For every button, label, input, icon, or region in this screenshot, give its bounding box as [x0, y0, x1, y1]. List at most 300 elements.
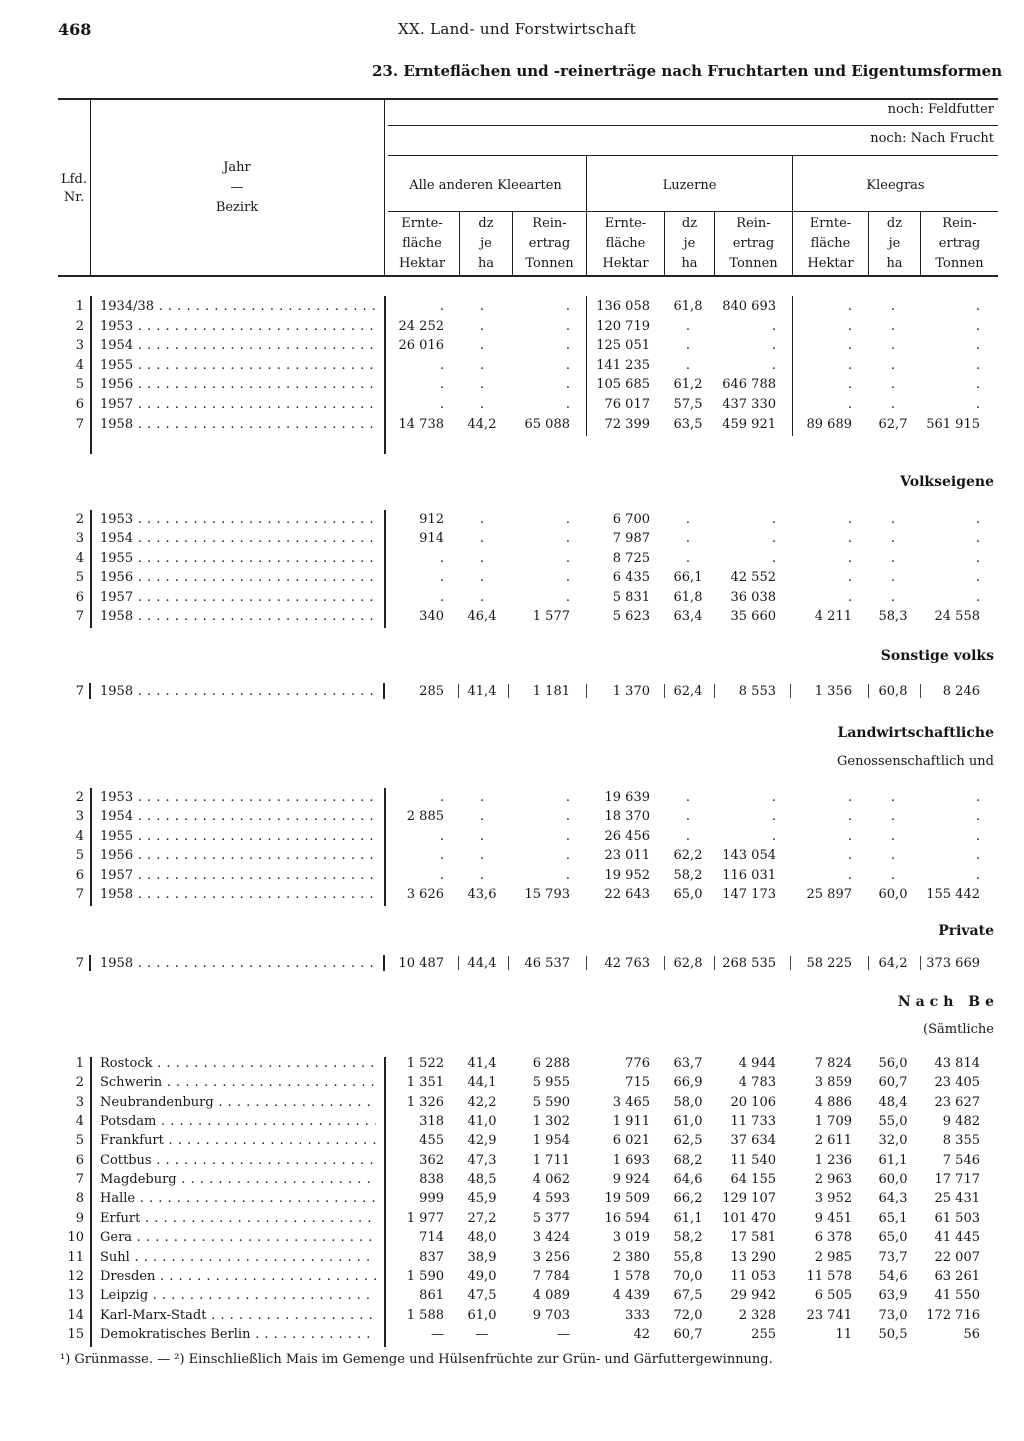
table-cell: 1 711	[532, 1152, 570, 1168]
table-cell: .	[975, 828, 980, 844]
table-cell: .	[565, 357, 570, 373]
table-cell: 333	[625, 1307, 650, 1323]
table-cell: .	[890, 318, 896, 334]
table-cell: 8 355	[942, 1133, 980, 1149]
table-cell: 61,2	[673, 377, 703, 393]
table-cell: .	[565, 531, 570, 547]
table-cell: .	[847, 550, 852, 566]
table-cell: 912	[419, 512, 444, 527]
row-label: 1956 . . .	[100, 375, 376, 394]
table-cell: .	[439, 357, 444, 373]
table-cell: 60,7	[878, 1075, 908, 1091]
row-number: 3	[75, 809, 84, 825]
table-row	[58, 607, 998, 626]
row-number: 12	[67, 1268, 84, 1284]
table-cell: 76 017	[604, 397, 650, 412]
table-cell: 1 326	[406, 1094, 444, 1110]
table-cell: 89 689	[806, 416, 852, 432]
table-cell: .	[771, 357, 776, 373]
row-label: Karl-Marx-Stadt . . .	[100, 1306, 376, 1325]
table-cell: 11	[835, 1326, 852, 1342]
subhdr-dz-je-ha: dz je ha	[886, 216, 903, 271]
table-cell: 64 155	[730, 1172, 776, 1188]
row-number: 7	[75, 416, 84, 432]
table-cell: 6 378	[814, 1230, 852, 1246]
row-number: 2	[75, 790, 84, 805]
table-cell: .	[890, 570, 896, 586]
row-number: 5	[75, 1133, 84, 1149]
table-cell: .	[685, 512, 691, 527]
table-cell: .	[847, 828, 852, 844]
column-separator	[790, 956, 791, 970]
table-cell: .	[890, 377, 896, 393]
table-cell: .	[479, 809, 485, 825]
table-cell: 73,0	[878, 1307, 908, 1323]
row-label: 1957 . . .	[100, 866, 376, 885]
table-cell: 141 235	[596, 357, 650, 373]
table-cell: .	[975, 867, 980, 883]
column-separator	[508, 684, 509, 698]
table-cell: 41,4	[467, 1056, 497, 1071]
table-cell: 41,4	[467, 684, 497, 699]
table-cell: 49,0	[467, 1268, 497, 1284]
table-cell: 155 442	[926, 887, 980, 902]
table-cell: 4 062	[532, 1172, 570, 1188]
table-cell: 3 626	[406, 887, 444, 902]
table-cell: 9 924	[612, 1172, 650, 1188]
table-cell: .	[847, 867, 852, 883]
table-cell: 3 952	[814, 1191, 852, 1207]
table-row	[58, 788, 998, 807]
table-cell: 47,3	[467, 1152, 497, 1168]
table-cell: 65,0	[673, 887, 703, 902]
column-separator	[508, 956, 509, 970]
table-cell: 16 594	[604, 1210, 650, 1226]
table-cell: .	[847, 397, 852, 412]
row-label: 1953 . . .	[100, 510, 376, 529]
table-cell: .	[565, 318, 570, 334]
table-cell: .	[890, 809, 896, 825]
table-cell: 41 445	[934, 1230, 980, 1246]
table-row	[58, 827, 998, 846]
table-cell: .	[685, 828, 691, 844]
table-cell: 4 089	[532, 1288, 570, 1304]
table-cell: 26 456	[604, 828, 650, 844]
row-number: 7	[75, 684, 84, 699]
table-cell: 143 054	[722, 848, 776, 864]
table-cell: .	[975, 377, 980, 393]
table-cell: 1 302	[532, 1114, 570, 1130]
table-cell: 362	[419, 1152, 444, 1168]
table-cell: 61,1	[878, 1152, 908, 1168]
table-cell: .	[847, 589, 852, 605]
table-cell: 1 356	[814, 684, 852, 699]
table-row	[58, 1189, 998, 1208]
table-cell: .	[890, 848, 896, 864]
table-row	[58, 1112, 998, 1131]
row-number: 5	[75, 570, 84, 586]
table-cell: 23 011	[604, 848, 650, 864]
table-cell: 65,0	[878, 1230, 908, 1246]
row-number: 7	[75, 609, 84, 624]
table-row	[58, 529, 998, 548]
table-cell: .	[975, 357, 980, 373]
table-cell: 72 399	[604, 416, 650, 432]
row-number: 8	[75, 1191, 84, 1207]
table-row	[58, 297, 998, 316]
table-cell: 2 963	[814, 1172, 852, 1188]
table-cell: 48,0	[467, 1230, 497, 1246]
table-cell: 44,4	[467, 956, 497, 971]
row-number: 15	[67, 1326, 84, 1342]
table-cell: 4 944	[738, 1056, 776, 1071]
table-cell: 61,0	[673, 1114, 703, 1130]
table-cell: .	[439, 550, 444, 566]
table-cell: .	[565, 589, 570, 605]
table-cell: 3 019	[612, 1230, 650, 1246]
table-cell: 172 716	[926, 1307, 980, 1323]
table-cell: 17 717	[934, 1172, 980, 1188]
table-cell: 62,2	[673, 848, 703, 864]
table-row	[58, 1267, 998, 1286]
table-cell: 20 106	[730, 1094, 776, 1110]
table-cell: 44,1	[467, 1075, 497, 1091]
table-cell: .	[565, 570, 570, 586]
table-cell: 116 031	[722, 867, 776, 883]
table-cell: .	[685, 318, 691, 334]
table-cell: .	[439, 299, 444, 314]
table-cell: 37 634	[730, 1133, 776, 1149]
table-cell: 285	[419, 684, 444, 699]
table-cell: .	[771, 318, 776, 334]
row-label: Leipzig . . .	[100, 1286, 376, 1305]
row-label: 1956 . . .	[100, 568, 376, 587]
subhdr-ernteflaeche: Ernte- fläche Hektar	[807, 216, 854, 271]
table-cell: 147 173	[722, 887, 776, 902]
table-cell: .	[685, 790, 691, 805]
subhdr-dz-je-ha: dz je ha	[477, 216, 495, 271]
table-cell: 25 897	[806, 887, 852, 902]
row-label: 1958 . . .	[100, 607, 376, 626]
row-label: 1953 . . .	[100, 317, 376, 336]
table-cell: 29 942	[730, 1288, 776, 1304]
row-number: 10	[67, 1230, 84, 1246]
table-cell: 101 470	[722, 1210, 776, 1226]
column-separator	[664, 956, 665, 970]
table-cell: 19 509	[604, 1191, 650, 1207]
table-cell: .	[565, 828, 570, 844]
table-cell: .	[975, 550, 980, 566]
table-cell: .	[847, 790, 852, 805]
table-cell: 4 439	[612, 1288, 650, 1304]
row-number: 3	[75, 1094, 84, 1110]
group-luzerne: Luzerne	[662, 178, 717, 193]
subhdr-reinertrag: Rein- ertrag Tonnen	[525, 216, 574, 271]
table-cell: .	[847, 512, 852, 527]
table-cell: 1 954	[532, 1133, 570, 1149]
table-cell: 42 763	[604, 956, 650, 971]
table-cell: .	[479, 550, 485, 566]
row-number: 13	[67, 1288, 84, 1304]
table-cell: 42,9	[467, 1133, 497, 1149]
running-head: XX. Land- und Forstwirtschaft	[398, 20, 636, 38]
table-cell: .	[565, 790, 570, 805]
row-label: Potsdam . . .	[100, 1112, 376, 1131]
table-cell: .	[771, 550, 776, 566]
table-cell: 61,1	[673, 1210, 703, 1226]
table-cell: 66,9	[673, 1075, 703, 1091]
table-cell: 43,6	[467, 887, 497, 902]
table-row	[58, 1306, 998, 1325]
table-cell: 42 552	[730, 570, 776, 586]
row-label: Demokratisches Berlin . . .	[100, 1325, 376, 1344]
table-cell: .	[479, 318, 485, 334]
table-cell: 3 859	[814, 1075, 852, 1091]
table-cell: .	[847, 531, 852, 547]
table-cell: 9 482	[942, 1114, 980, 1130]
table-cell: 1 977	[406, 1210, 444, 1226]
table-cell: 62,7	[878, 416, 908, 432]
table-cell: 63,5	[673, 416, 703, 432]
table-cell: 63,7	[673, 1056, 703, 1071]
table-row	[58, 1209, 998, 1228]
table-cell: 136 058	[596, 299, 650, 314]
table-cell: .	[975, 299, 980, 314]
table-cell: .	[847, 357, 852, 373]
table-cell: 15 793	[524, 887, 570, 902]
table-cell: 24 558	[934, 609, 980, 624]
table-cell: 68,2	[673, 1152, 703, 1168]
table-cell: .	[890, 790, 896, 805]
table-cell: 23 741	[806, 1307, 852, 1323]
table-cell: 837	[419, 1249, 444, 1265]
table-cell: 7 824	[814, 1056, 852, 1071]
table-cell: .	[975, 809, 980, 825]
table-cell: 43 814	[934, 1056, 980, 1071]
row-label: Dresden . . .	[100, 1267, 376, 1286]
table-row	[58, 885, 998, 904]
table-cell: 61,0	[467, 1307, 497, 1323]
table-cell: .	[685, 531, 691, 547]
table-cell: 838	[419, 1172, 444, 1188]
section-landwirtschaftliche: Landwirtschaftliche	[837, 725, 994, 741]
table-cell: .	[890, 531, 896, 547]
table-cell: 73,7	[878, 1249, 908, 1265]
row-label: Suhl . . .	[100, 1248, 376, 1267]
table-row	[58, 1325, 998, 1344]
table-cell: .	[847, 809, 852, 825]
row-number: 5	[75, 377, 84, 393]
row-number: 2	[75, 1075, 84, 1091]
table-cell: 9 703	[532, 1307, 570, 1323]
column-separator	[664, 684, 665, 698]
header-bottom-rule	[58, 275, 998, 277]
table-cell: 32,0	[878, 1133, 908, 1149]
table-cell: .	[771, 790, 776, 805]
table-cell: 11 540	[730, 1152, 776, 1168]
table-cell: .	[890, 512, 896, 527]
row-number: 7	[75, 887, 84, 902]
table-row	[58, 568, 998, 587]
subhdr-ernteflaeche: Ernte- fläche Hektar	[398, 216, 446, 271]
section-sonstige: Sonstige volks	[880, 648, 994, 664]
table-cell: .	[847, 318, 852, 334]
row-number: 6	[75, 867, 84, 883]
table-cell: 42,2	[467, 1094, 497, 1110]
table-cell: 62,8	[673, 956, 703, 971]
column-separator	[383, 955, 385, 971]
table-cell: .	[890, 299, 896, 314]
table-row	[58, 954, 998, 973]
table-cell: 5 590	[532, 1094, 570, 1110]
table-cell: 1 351	[406, 1075, 444, 1091]
table-cell: 2 328	[738, 1307, 776, 1323]
table-cell: .	[847, 377, 852, 393]
table-row	[58, 1131, 998, 1150]
table-cell: 6 021	[612, 1133, 650, 1149]
table-cell: 1 709	[814, 1114, 852, 1130]
row-number: 4	[75, 828, 84, 844]
table-cell: 11 578	[806, 1268, 852, 1284]
table-cell: 45,9	[467, 1191, 497, 1207]
table-cell: 63,4	[673, 609, 703, 624]
row-label: 1934/38 . . .	[100, 297, 376, 316]
table-cell: 5 377	[532, 1210, 570, 1226]
table-cell: 7 987	[612, 531, 650, 547]
table-title: 23. Ernteflächen und -reinerträge nach Fruchtarten und Eigentumsformen	[372, 62, 1003, 80]
row-number: 9	[75, 1210, 84, 1226]
table-cell: 10 487	[398, 956, 444, 971]
table-cell: 25 431	[934, 1191, 980, 1207]
row-label: Magdeburg . . .	[100, 1170, 376, 1189]
table-row	[58, 549, 998, 568]
header-noch-feldfutter: noch: Feldfutter	[887, 102, 994, 117]
subhdr-ernteflaeche: Ernte- fläche Hektar	[602, 216, 649, 271]
row-label: 1953 . . .	[100, 788, 376, 807]
section-volkseigene: Volkseigene	[900, 474, 994, 490]
table-cell: 7 546	[942, 1152, 980, 1168]
table-cell: 268 535	[722, 956, 776, 971]
table-cell: 55,0	[878, 1114, 908, 1130]
table-cell: 437 330	[722, 397, 776, 412]
row-number: 4	[75, 357, 84, 373]
table-row	[58, 807, 998, 826]
table-cell: 3 465	[612, 1094, 650, 1110]
table-cell: .	[565, 299, 570, 314]
column-separator	[383, 683, 385, 699]
table-cell: 5 955	[532, 1075, 570, 1091]
row-label: Frankfurt . . .	[100, 1131, 376, 1150]
table-cell: 58,0	[673, 1094, 703, 1110]
table-cell: .	[890, 338, 896, 354]
table-cell: 914	[419, 531, 444, 547]
table-row	[58, 1286, 998, 1305]
row-number: 6	[75, 397, 84, 412]
table-cell: .	[479, 531, 485, 547]
table-row	[58, 375, 998, 394]
row-number: 5	[75, 848, 84, 864]
table-cell: .	[890, 357, 896, 373]
table-cell: .	[771, 809, 776, 825]
row-label: 1958 . . .	[100, 682, 376, 701]
table-cell: .	[975, 531, 980, 547]
column-separator	[586, 684, 587, 698]
table-cell: 561 915	[926, 416, 980, 432]
row-label: 1957 . . .	[100, 588, 376, 607]
table-cell: 646 788	[722, 377, 776, 393]
table-cell: .	[685, 550, 691, 566]
column-separator	[89, 955, 91, 971]
table-cell: 17 581	[730, 1230, 776, 1246]
table-cell: 26 016	[398, 338, 444, 354]
table-cell: .	[771, 828, 776, 844]
row-label: 1958 . . .	[100, 954, 376, 973]
table-cell: .	[479, 512, 485, 527]
table-cell: 70,0	[673, 1268, 703, 1284]
table-cell: 1 181	[532, 684, 570, 699]
table-cell: 23 627	[934, 1094, 980, 1110]
row-number: 7	[75, 956, 84, 971]
table-cell: 14 738	[398, 416, 444, 432]
table-cell: .	[479, 867, 485, 883]
subhdr-reinertrag: Rein- ertrag Tonnen	[729, 216, 778, 271]
table-cell: 58,2	[673, 867, 703, 883]
table-cell: .	[890, 589, 896, 605]
table-cell: .	[890, 867, 896, 883]
table-cell: 58,2	[673, 1230, 703, 1246]
table-cell: .	[975, 848, 980, 864]
table-row	[58, 846, 998, 865]
row-label: 1956 . . .	[100, 846, 376, 865]
table-cell: 255	[751, 1326, 776, 1342]
row-label: Rostock . . .	[100, 1054, 376, 1073]
table-cell: 22 007	[934, 1249, 980, 1265]
table-cell: 6 435	[612, 570, 650, 586]
row-label: 1954 . . .	[100, 807, 376, 826]
table-cell: .	[439, 589, 444, 605]
table-cell: 47,5	[467, 1288, 497, 1304]
table-row	[58, 1093, 998, 1112]
table-row	[58, 415, 998, 434]
table-cell: .	[439, 790, 444, 805]
table-cell: 9 451	[814, 1210, 852, 1226]
header-dash: —	[230, 180, 244, 195]
table-row	[58, 1170, 998, 1189]
table-row	[58, 395, 998, 414]
table-cell: 7 784	[532, 1268, 570, 1284]
table-cell: .	[847, 338, 852, 354]
table-cell: .	[565, 512, 570, 527]
row-number: 11	[67, 1249, 84, 1265]
table-cell: .	[565, 338, 570, 354]
table-cell: .	[685, 338, 691, 354]
row-label: Halle . . .	[100, 1189, 376, 1208]
table-cell: 373 669	[926, 956, 980, 971]
table-cell: .	[890, 397, 896, 412]
row-number: 7	[75, 1172, 84, 1188]
table-cell: 55,8	[673, 1249, 703, 1265]
column-separator	[89, 683, 91, 699]
table-cell: .	[975, 570, 980, 586]
header-top-rule	[58, 98, 998, 100]
table-cell: 65,1	[878, 1210, 908, 1226]
table-cell: .	[565, 550, 570, 566]
table-cell: .	[479, 299, 485, 314]
table-cell: 125 051	[596, 338, 650, 354]
section-nach-bezirken: Nach Be	[897, 994, 999, 1010]
table-cell: .	[565, 867, 570, 883]
table-cell: 1 911	[612, 1114, 650, 1130]
